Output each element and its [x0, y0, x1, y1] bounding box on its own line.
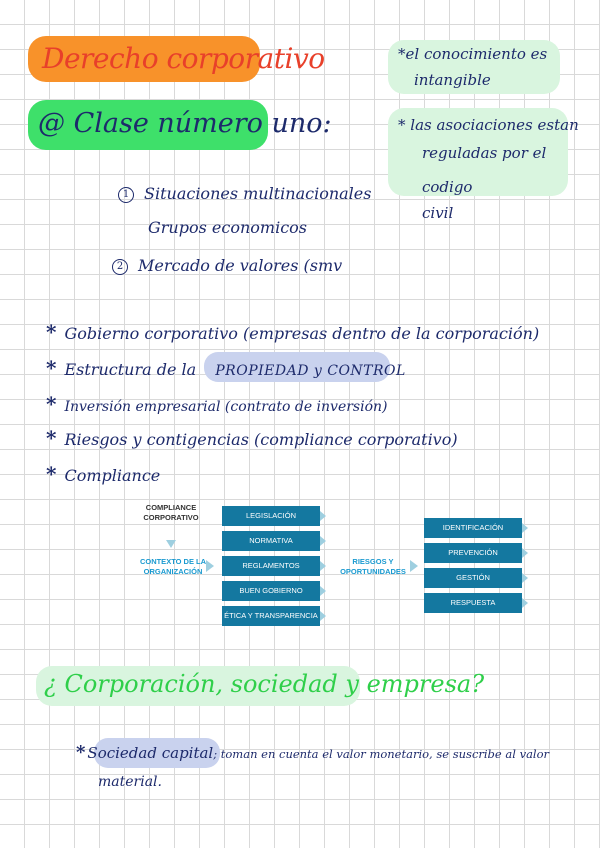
bullet-text: Riesgos y contigencias (compliance corporativo)	[64, 430, 458, 449]
number-circle: 1	[118, 187, 134, 203]
side-note-2-line-2: reguladas por el codigo	[422, 144, 547, 196]
diagram-top-label: COMPLIANCE CORPORATIVO	[143, 503, 199, 522]
bullet-item-3	[46, 392, 388, 416]
right-arrow-icon	[410, 560, 418, 572]
final-note-line-2: material.	[98, 774, 162, 790]
asterisk-icon: *	[76, 742, 86, 763]
asterisk-icon: *	[46, 392, 57, 416]
numbered-item-1	[118, 184, 371, 203]
numbered-text: Grupos economicos	[148, 218, 307, 237]
diagram-right-item: PREVENCIÓN	[424, 543, 522, 563]
right-arrow-icon	[206, 560, 214, 572]
final-note	[76, 742, 549, 763]
side-note-1-line-2: intangible	[414, 71, 491, 89]
page-title: Derecho corporativo	[42, 42, 325, 75]
question-heading: ¿ Corporación, sociedad y empresa?	[44, 670, 485, 698]
asterisk-icon: *	[46, 462, 57, 486]
side-note-2	[398, 108, 600, 230]
number-circle: 2	[112, 259, 128, 275]
diagram-right-item: IDENTIFICACIÓN	[424, 518, 522, 538]
side-note-1-line-1: *el conocimiento es	[398, 45, 548, 63]
bullet-item-5	[46, 462, 160, 486]
asterisk-icon: *	[46, 356, 57, 380]
side-note-1	[398, 37, 547, 97]
final-note-highlight: Sociedad capital	[87, 744, 214, 762]
clase-heading: @ Clase número uno:	[38, 108, 332, 139]
side-note-2-line-3: civil	[422, 204, 454, 222]
numbered-text: Mercado de valores (smv	[138, 256, 343, 275]
bullet-item-4	[46, 426, 458, 450]
diagram-right-item: GESTIÓN	[424, 568, 522, 588]
diagram-middle-item: ÉTICA Y TRANSPARENCIA	[222, 606, 320, 626]
bullet-text: Compliance	[64, 466, 161, 485]
numbered-item-2	[148, 218, 307, 237]
bullet-item-1	[46, 320, 539, 344]
diagram-middle-item: LEGISLACIÓN	[222, 506, 320, 526]
diagram-right-label: RIESGOS Y OPORTUNIDADES	[340, 557, 406, 576]
numbered-text: Situaciones multinacionales	[144, 184, 372, 203]
bullet-highlight-text: PROPIEDAD y CONTROL	[215, 363, 406, 379]
bullet-item-2	[46, 356, 406, 380]
numbered-item-3	[112, 256, 342, 275]
diagram-middle-item: REGLAMENTOS	[222, 556, 320, 576]
asterisk-icon: *	[46, 426, 57, 450]
diagram-middle-item: NORMATIVA	[222, 531, 320, 551]
diagram-left-label: CONTEXTO DE LA ORGANIZACIÓN	[139, 557, 207, 576]
diagram-middle-item: BUEN GOBIERNO	[222, 581, 320, 601]
side-note-2-line-1: * las asociaciones estan	[398, 116, 579, 134]
asterisk-icon: *	[46, 320, 57, 344]
bullet-text: Gobierno corporativo (empresas dentro de la corporación)	[64, 324, 540, 343]
bullet-text: Inversión empresarial (contrato de inversión)	[64, 399, 388, 415]
bullet-text: Estructura de la	[64, 360, 197, 379]
diagram-right-item: RESPUESTA	[424, 593, 522, 613]
final-note-rest: ; toman en cuenta el valor monetario, se suscribe al valor	[213, 747, 550, 761]
down-arrow-icon	[166, 540, 176, 548]
